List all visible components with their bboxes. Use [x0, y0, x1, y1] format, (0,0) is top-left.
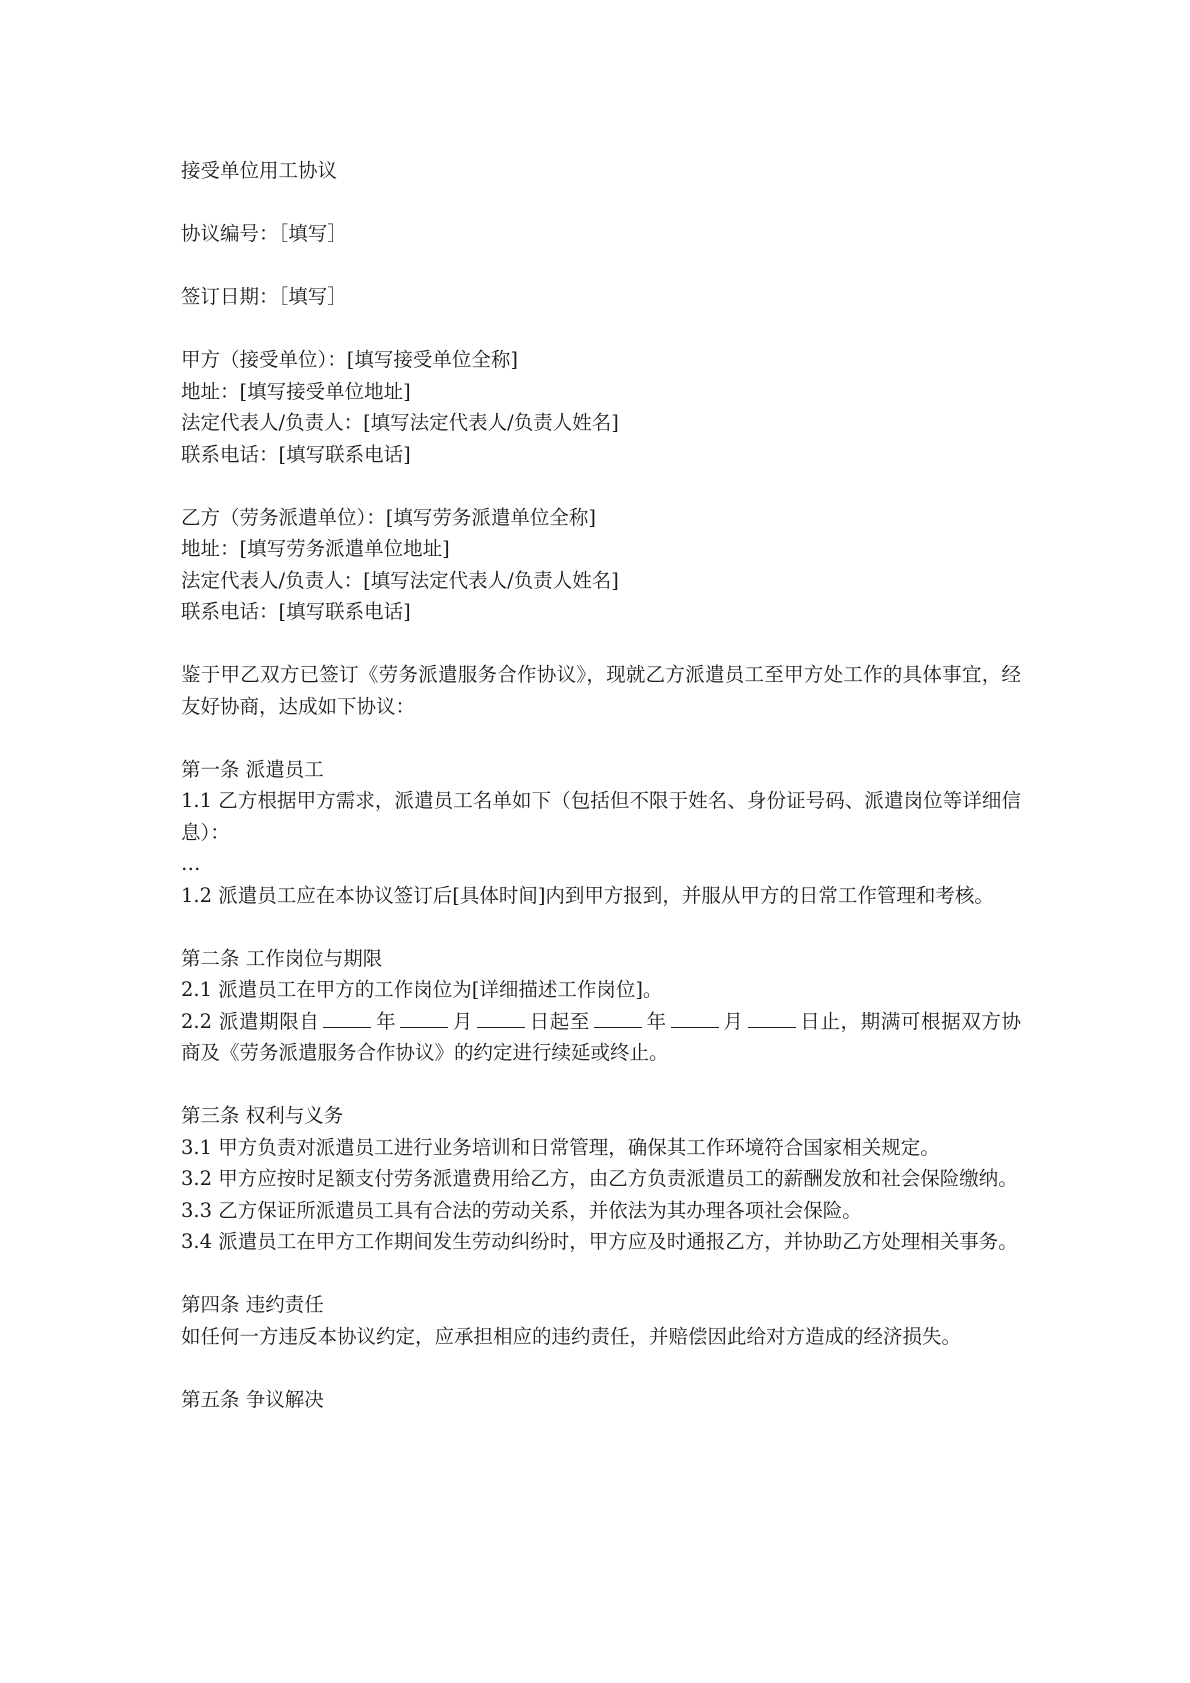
clause-2-1: 2.1 派遣员工在甲方的工作岗位为[详细描述工作岗位]。 [181, 978, 663, 1001]
spacer [181, 187, 1021, 219]
blank-start-month[interactable] [400, 1009, 448, 1028]
ellipsis: … [181, 852, 201, 875]
article-2 [181, 943, 1021, 1069]
party-a-address: 地址：[填写接受单位地址] [181, 379, 411, 403]
sign-date: 签订日期：［填写］ [181, 285, 347, 308]
blank-end-month[interactable] [671, 1009, 719, 1028]
agreement-number: 协议编号：［填写］ [181, 222, 347, 245]
article-1 [181, 754, 1021, 912]
article-3 [181, 1100, 1021, 1258]
article-4 [181, 1289, 1021, 1352]
clause-2-2-prefix: 2.2 派遣期限自 [181, 1009, 320, 1033]
blank-end-year[interactable] [594, 1009, 642, 1028]
clause-3-2: 3.2 甲方应按时足额支付劳务派遣费用给乙方，由乙方负责派遣员工的薪酬发放和社会保险缴纳。 [181, 1167, 1018, 1190]
spacer [181, 313, 1021, 345]
clause-1-1: 1.1 乙方根据甲方需求，派遣员工名单如下（包括但不限于姓名、身份证号码、派遣岗位等详细信息）： [181, 789, 1021, 844]
spacer [181, 628, 1021, 660]
document-page [181, 155, 1021, 1415]
party-b-representative: 法定代表人/负责人：[填写法定代表人/负责人姓名] [181, 568, 619, 592]
spacer [181, 1069, 1021, 1101]
spacer [181, 722, 1021, 754]
spacer [181, 470, 1021, 502]
blank-end-day[interactable] [748, 1009, 796, 1028]
party-a-phone: 联系电话：[填写联系电话] [181, 442, 411, 466]
article-1-heading: 第一条 派遣员工 [181, 757, 324, 781]
article-4-heading: 第四条 违约责任 [181, 1293, 324, 1316]
spacer [181, 1352, 1021, 1384]
party-a-name: 甲方（接受单位）：[填写接受单位全称] [181, 348, 518, 371]
clause-2-2-day1: 日起至 [529, 1009, 591, 1033]
clause-2-2-year2: 年 [646, 1009, 667, 1033]
spacer [181, 911, 1021, 943]
party-b-address: 地址：[填写劳务派遣单位地址] [181, 537, 450, 560]
clause-2-2-year1: 年 [375, 1009, 397, 1033]
clause-2-2 [181, 1006, 1021, 1069]
blank-start-year[interactable] [323, 1009, 371, 1028]
clause-3-1: 3.1 甲方负责对派遣员工进行业务培训和日常管理，确保其工作环境符合国家相关规定。 [181, 1135, 940, 1159]
article-5 [181, 1384, 1021, 1416]
party-b-block [181, 502, 1021, 628]
blank-start-day[interactable] [477, 1009, 525, 1028]
clause-1-2: 1.2 派遣员工应在本协议签订后[具体时间]内到甲方报到，并服从甲方的日常工作管理和考核。 [181, 883, 994, 907]
party-b-phone: 联系电话：[填写联系电话] [181, 600, 411, 623]
clause-3-3: 3.3 乙方保证所派遣员工具有合法的劳动关系，并依法为其办理各项社会保险。 [181, 1198, 862, 1222]
spacer [181, 250, 1021, 282]
clause-2-2-day2: 日止，期满可根据双方协商及《劳务派遣服务合作协议》的约定进行续延或终止。 [181, 1009, 1021, 1064]
preamble-paragraph: 鉴于甲乙双方已签订《劳务派遣服务合作协议》，现就乙方派遣员工至甲方处工作的具体事宜，经友好协商，达成如下协议： [181, 663, 1021, 718]
clause-2-2-month1: 月 [452, 1009, 474, 1033]
party-a-representative: 法定代表人/负责人：[填写法定代表人/负责人姓名] [181, 411, 619, 434]
clause-3-4: 3.4 派遣员工在甲方工作期间发生劳动纠纷时，甲方应及时通报乙方，并协助乙方处理相关事务。 [181, 1230, 1018, 1253]
spacer [181, 1258, 1021, 1290]
clause-2-2-month2: 月 [722, 1009, 744, 1033]
article-4-body: 如任何一方违反本协议约定，应承担相应的违约责任，并赔偿因此给对方造成的经济损失。 [181, 1324, 962, 1348]
document-title: 接受单位用工协议 [181, 159, 338, 182]
article-2-heading: 第二条 工作岗位与期限 [181, 946, 383, 970]
party-a-block [181, 344, 1021, 470]
article-5-heading: 第五条 争议解决 [181, 1387, 324, 1411]
party-b-name: 乙方（劳务派遣单位）：[填写劳务派遣单位全称] [181, 505, 596, 529]
article-3-heading: 第三条 权利与义务 [181, 1104, 344, 1127]
